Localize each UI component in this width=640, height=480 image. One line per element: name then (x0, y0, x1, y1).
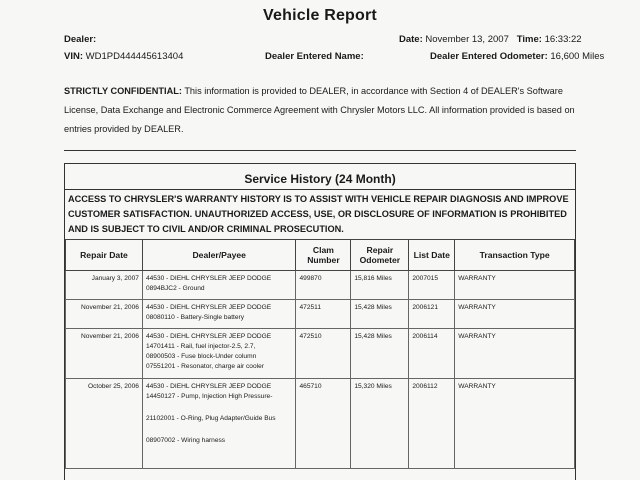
row-dealer: 44530 - DIEHL CHRYSLER JEEP DODGE (145, 275, 272, 282)
divider (64, 150, 576, 151)
table-row (66, 300, 575, 329)
row-claim-number: 465710 (296, 379, 351, 469)
odometer-label: Dealer Entered Odometer: (430, 51, 548, 62)
odometer-field (430, 51, 604, 62)
row-claim-number: 472511 (296, 300, 351, 329)
service-history-title: Service History (24 Month) (244, 172, 396, 186)
vin-value: WD1PD444445613404 (85, 51, 184, 62)
service-history-divider (65, 189, 575, 190)
row-transaction-type: WARRANTY (455, 300, 575, 329)
row-dealer: 44530 - DIEHL CHRYSLER JEEP DODGE (145, 333, 272, 340)
table-row (66, 271, 575, 300)
row-odometer: 15,320 Miles (351, 379, 409, 469)
col-claim-number (296, 240, 351, 271)
row-transaction-type: WARRANTY (455, 329, 575, 379)
col-repair-odometer (351, 240, 409, 271)
table-row (66, 329, 575, 379)
dealer-name-field (265, 51, 364, 62)
table-header-row (66, 240, 575, 271)
row-part-line: 08907002 - Wiring harness (145, 437, 226, 444)
col-list-date: List Date (409, 240, 455, 271)
confidential-lead: STRICTLY CONFIDENTIAL: (64, 86, 182, 96)
row-claim-number: 472510 (296, 329, 351, 379)
row-dealer-payee (142, 271, 296, 300)
col-dealer-payee: Dealer/Payee (142, 240, 296, 271)
row-list-date: 2006114 (409, 329, 455, 379)
dealer-label: Dealer: (64, 34, 97, 45)
row-dealer: 44530 - DIEHL CHRYSLER JEEP DODGE (145, 383, 272, 390)
dealer-field (64, 34, 96, 45)
col-claim-line2: Number (307, 255, 340, 265)
row-repair-date: January 3, 2007 (66, 271, 143, 300)
date-field (399, 34, 582, 45)
row-dealer-payee (142, 329, 296, 379)
row-odometer: 15,816 Miles (351, 271, 409, 300)
warranty-access-notice: ACCESS TO CHRYSLER'S WARRANTY HISTORY IS TO ASSIST WITH VEHICLE REPAIR DIAGNOSIS AND IMPROVE CUSTOMER SATISFACTION. UNAUTHORIZED ACCESS, USE, OR DISCLOSURE OF INFORMATION IS PROHIBITED AND IS SUBJECT TO CIVIL AND/OR CRIMINAL PROSECUTION. (68, 194, 569, 234)
row-claim-number: 499870 (296, 271, 351, 300)
date-value: November 13, 2007 (425, 34, 509, 45)
date-label: Date: (399, 34, 423, 45)
service-history-box (64, 163, 576, 480)
row-part-line: 14450127 - Pump, Injection High Pressure- (145, 393, 273, 400)
col-repair-date: Repair Date (66, 240, 143, 271)
table-row (66, 379, 575, 469)
row-repair-date: October 25, 2006 (66, 379, 143, 469)
row-part-line: 08900503 - Fuse block-Under column (145, 353, 257, 360)
row-transaction-type: WARRANTY (455, 379, 575, 469)
confidential-text: This information is provided to DEALER, in accordance with Section 4 of DEALER's Software License, Data Exchange and Electronic Commerce Agreement with Chrysler Motors LLC. All information provided is based on entries provided by DEALER. (64, 86, 575, 134)
row-dealer: 44530 - DIEHL CHRYSLER JEEP DODGE (145, 304, 272, 311)
vin-label: VIN: (64, 51, 83, 62)
time-value: 16:33:22 (544, 34, 582, 45)
row-part-line: 08080110 - Battery-Single battery (145, 314, 245, 321)
row-part-line: 14701411 - Rail, fuel injector-2.5, 2.7, (145, 343, 256, 350)
odometer-value: 16,600 Miles (550, 51, 605, 62)
row-odometer: 15,428 Miles (351, 329, 409, 379)
row-dealer-payee (142, 300, 296, 329)
row-part-line: 07551201 - Resonator, charge air cooler (145, 363, 264, 370)
row-dealer-payee (142, 379, 296, 469)
report-title: Vehicle Report (263, 7, 377, 24)
row-list-date: 2006112 (409, 379, 455, 469)
row-part-line: 0894BJC2 - Ground (145, 285, 205, 292)
dealer-name-label: Dealer Entered Name: (265, 51, 364, 62)
col-claim-line1: Clam (312, 245, 334, 255)
row-repair-date: November 21, 2006 (66, 329, 143, 379)
row-part-line: 21102001 - O-Ring, Plug Adapter/Guide Bus (145, 415, 276, 422)
confidential-notice (64, 82, 584, 139)
row-list-date: 2007015 (409, 271, 455, 300)
row-list-date: 2006121 (409, 300, 455, 329)
col-odometer-line1: Repair (366, 245, 394, 255)
time-label: Time: (516, 34, 542, 45)
col-odometer-line2: Odometer (359, 255, 401, 265)
vin-field (64, 51, 183, 62)
row-transaction-type: WARRANTY (455, 271, 575, 300)
row-repair-date: November 21, 2006 (66, 300, 143, 329)
service-history-table (65, 239, 575, 469)
col-transaction-type: Transaction Type (455, 240, 575, 271)
row-odometer: 15,428 Miles (351, 300, 409, 329)
